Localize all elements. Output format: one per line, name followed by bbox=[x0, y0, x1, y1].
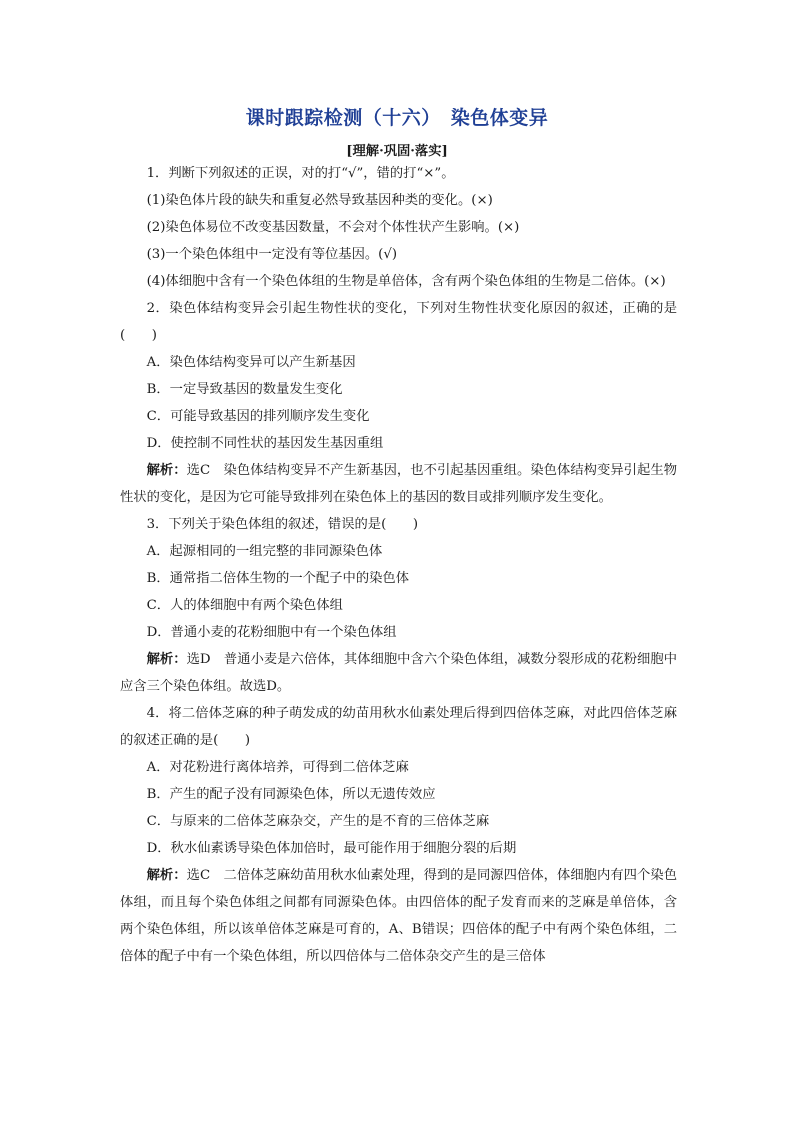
document-body bbox=[120, 160, 677, 970]
question-3-option-a: A．起源相同的一组完整的非同源染色体 bbox=[146, 544, 383, 559]
question-1-stem: 1．判断下列叙述的正误，对的打“√”，错的打“×”。 bbox=[146, 166, 455, 181]
question-2-analysis bbox=[120, 457, 677, 511]
question-3-option-d: D．普通小麦的花粉细胞中有一个染色体组 bbox=[146, 625, 397, 640]
question-2-option-d: D．使控制不同性状的基因发生基因重组 bbox=[146, 436, 384, 451]
question-4-analysis bbox=[120, 862, 677, 970]
question-4-option-b: B．产生的配子没有同源染色体，所以无遗传效应 bbox=[146, 787, 436, 802]
page-title: 课时跟踪检测（十六） 染色体变异 bbox=[245, 107, 549, 129]
question-1-item-2: (2)染色体易位不改变基因数量，不会对个体性状产生影响。(×) bbox=[146, 220, 520, 235]
question-2-option-a: A．染色体结构变异可以产生新基因 bbox=[146, 355, 356, 370]
question-4-option-c: C．与原来的二倍体芝麻杂交，产生的是不育的三倍体芝麻 bbox=[146, 814, 490, 829]
analysis-label: 解析： bbox=[146, 463, 187, 478]
question-4-stem: 4．将二倍体芝麻的种子萌发成的幼苗用秋水仙素处理后得到四倍体芝麻，对此四倍体芝麻的叙述正确的是( ) bbox=[120, 706, 677, 748]
question-1-item-3: (3)一个染色体组中一定没有等位基因。(√) bbox=[146, 247, 398, 262]
section-subtitle: [理解·巩固·落实] bbox=[346, 144, 448, 159]
question-2-option-c: C．可能导致基因的排列顺序发生变化 bbox=[146, 409, 370, 424]
analysis-text: 选C 二倍体芝麻幼苗用秋水仙素处理，得到的是同源四倍体，体细胞内有四个染色体组，而且每个染色体组之间都有同源染色体。由四倍体的配子发育而来的芝麻是单倍体，含两个染色体组，所以该单倍体芝麻是可育的，A、B错误；四倍体的配子中有两个染色体组，二倍体的配子中有一个染色体组，所以四倍体与二倍体杂交产生的是三倍体 bbox=[120, 868, 677, 964]
question-3-analysis bbox=[120, 646, 677, 700]
analysis-label: 解析： bbox=[146, 868, 187, 883]
question-3-option-c: C．人的体细胞中有两个染色体组 bbox=[146, 598, 343, 613]
question-2-stem: 2．染色体结构变异会引起生物性状的变化，下列对生物性状变化原因的叙述，正确的是( ) bbox=[120, 301, 677, 343]
question-4-option-d: D．秋水仙素诱导染色体加倍时，最可能作用于细胞分裂的后期 bbox=[146, 841, 517, 856]
question-3-stem: 3．下列关于染色体组的叙述，错误的是( ) bbox=[146, 517, 419, 532]
analysis-text: 选D 普通小麦是六倍体，其体细胞中含六个染色体组，减数分裂形成的花粉细胞中应含三个染色体组。故选D。 bbox=[120, 652, 677, 694]
analysis-text: 选C 染色体结构变异不产生新基因，也不引起基因重组。染色体结构变异引起生物性状的变化，是因为它可能导致排列在染色体上的基因的数目或排列顺序发生变化。 bbox=[120, 463, 677, 505]
question-4-option-a: A．对花粉进行离体培养，可得到二倍体芝麻 bbox=[146, 760, 409, 775]
analysis-label: 解析： bbox=[146, 652, 187, 667]
question-3-option-b: B．通常指二倍体生物的一个配子中的染色体 bbox=[146, 571, 410, 586]
question-1-item-4: (4)体细胞中含有一个染色体组的生物是单倍体，含有两个染色体组的生物是二倍体。(×) bbox=[146, 274, 666, 289]
question-1-item-1: (1)染色体片段的缺失和重复必然导致基因种类的变化。(×) bbox=[146, 193, 493, 208]
question-2-option-b: B．一定导致基因的数量发生变化 bbox=[146, 382, 343, 397]
